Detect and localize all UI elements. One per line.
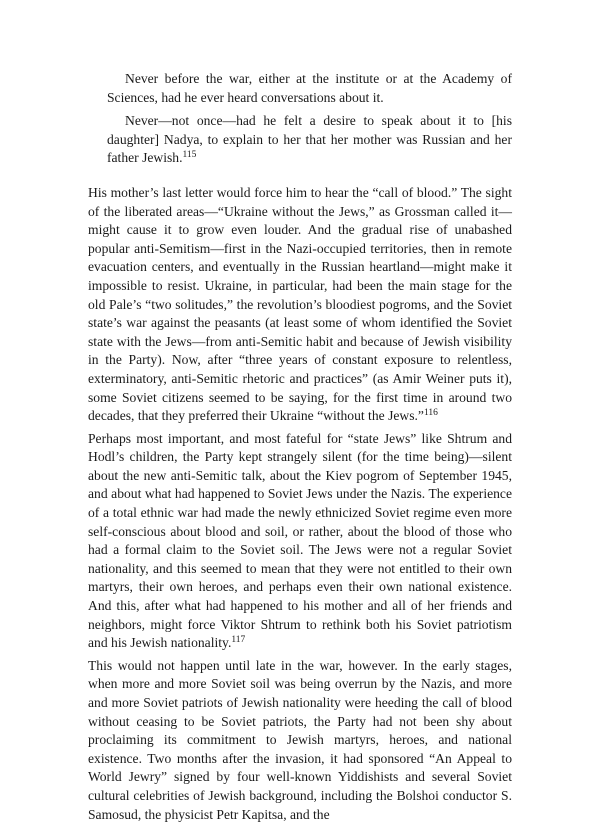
body-paragraph-2: Perhaps most important, and most fateful for “state Jews” like Shtrum and Hodl’s children, the Party kept strangely silent (for the time being)—silent about the new anti-Semitic talk, about the Kiev pogrom of September 1945, and about what had happened to Soviet Jews under the Nazis. The experience of a total ethnic war had made the newly ethnicized Soviet regime even more self-conscious about blood and soil, or rather, about the blood of those who had a formal claim to the Soviet soil. The Jews were not a regular Soviet nationality, and this seemed to mean that they were not entitled to their own martyrs, their own heroes, and perhaps even their own national existence. And this, after what had happened to his mother and all of her friends and neighbors, might force Viktor Shtrum to rethink both his Soviet patriotism and his Jewish nationality.$^{117}$	[88, 430, 512, 651]
quote-paragraph-2: Never—not once—had he felt a desire to speak about it to [his daughter] Nadya, to explain to her that her mother was Russian and her father Jewish.$^{115}$	[107, 113, 512, 166]
block-quote	[107, 70, 512, 168]
body-text	[88, 184, 512, 824]
quote-paragraph-1: Never before the war, either at the institute or at the Academy of Sciences, had he ever heard conversations about it.	[107, 71, 512, 105]
footnote-ref-117[interactable]: 117	[231, 635, 246, 646]
body-paragraph-1: His mother’s last letter would force him to hear the “call of blood.” The sight of the liberated areas—“Ukraine without the Jews,” as Grossman called it—might cause it to grow even louder. And the gradual rise of unabashed popular anti-Semitism—first in the Nazi-occupied territories, then in remote evacuation centers, and eventually in the Russian heartland—might make it impossible to resist. Ukraine, in particular, had been the main stage for the old Pale’s “two solitudes,” the revolution’s bloodiest pogroms, and the Soviet state’s war against the peasants (at least some of whom identified the Soviet state with the Jews—from anti-Semitic habit and because of Jewish visibility in the Party). Now, after “three years of constant exposure to relentless, exterminatory, anti-Semitic rhetoric and practices” (as Amir Weiner puts it), some Soviet citizens seemed to be saying, for the first time in around two decades, that they preferred their Ukraine “without the Jews.”$^{116}$	[88, 184, 512, 424]
footnote-ref-116[interactable]: 116	[423, 408, 438, 419]
footnote-ref-115[interactable]: 115	[182, 150, 197, 161]
document-page	[88, 70, 512, 828]
body-paragraph-3: This would not happen until late in the war, however. In the early stages, when more and more Soviet soil was being overrun by the Nazis, and more and more Soviet patriots of Jewish nationality were heeding the call of blood without ceasing to be Soviet patriots, the Party had not been shy about proclaiming its commitment to Jewish martyrs, heroes, and national existence. Two months after the invasion, it had sponsored “An Appeal to World Jewry” signed by four well-known Yiddishists and several Soviet cultural celebrities of Jewish background, including the Bolshoi conductor S. Samosud, the physicist Petr Kapitsa, and the	[88, 657, 512, 822]
